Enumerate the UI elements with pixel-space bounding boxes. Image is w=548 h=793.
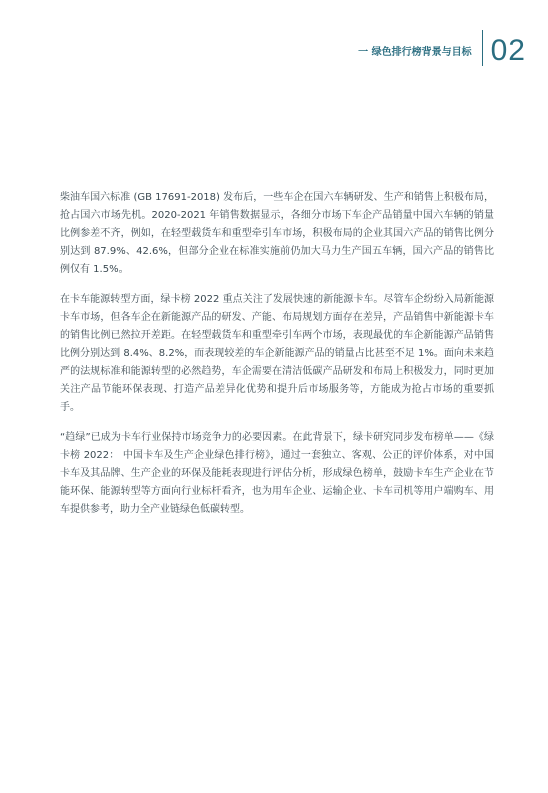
page-header [358,30,526,66]
paragraph-2: 在卡车能源转型方面，绿卡榜 2022 重点关注了发展快速的新能源卡车。尽管车企纷纷入局新能源卡车市场，但各车企在新能源产品的研发、产能、布局规划方面存在差异，产品销售中新能源卡车的销售比例已然拉开差距。在轻型载货车和重型牵引车两个市场，表现最优的车企新能源产品销售比例分别达到 8.4%、8.2%，而表现较差的车企新能源产品的销量占比甚至不足 1%。面向未来趋严的法规标准和能源转型的必然趋势，车企需要在清洁低碳产品研发和布局上积极发力，同时更加关注产品节能环保表现、打造产品差异化优势和提升后市场服务等，方能成为抢占市场的重要抓手。 [60,294,494,413]
paragraph-3: “趋绿”已成为卡车行业保持市场竞争力的必要因素。在此背景下，绿卡研究同步发布榜单——《绿卡榜 2022： 中国卡车及生产企业绿色排行榜》，通过一套独立、客观、公正的评价体系，对中国卡车及其品牌、生产企业的环保及能耗表现进行评估分析，形成绿色榜单，鼓励卡车生产企业在节能环保、能源转型等方面向行业标杆看齐，也为用车企业、运输企业、卡车司机等用户端购车、用车提供参考，助力全产业链绿色低碳转型。 [60,432,494,515]
section-title: 一 绿色排行榜背景与目标 [358,47,472,58]
body-text [60,189,494,531]
section-number: 02 [490,34,526,67]
header-divider [482,30,483,66]
paragraph-1: 柴油车国六标准 (GB 17691-2018) 发布后，一些车企在国六车辆研发、生产和销售上积极布局，抢占国六市场先机。2020-2021 年销售数据显示，各细分市场下车企产品销量中国六车辆的销量比例参差不齐，例如，在轻型载货车和重型牵引车市场，积极布局的企业其国六产品的销售比例分别达到 87.9%、42.6%，但部分企业在标准实施前仍加大马力生产国五车辆，国六产品的销售比例仅有 1.5%。 [60,192,494,275]
